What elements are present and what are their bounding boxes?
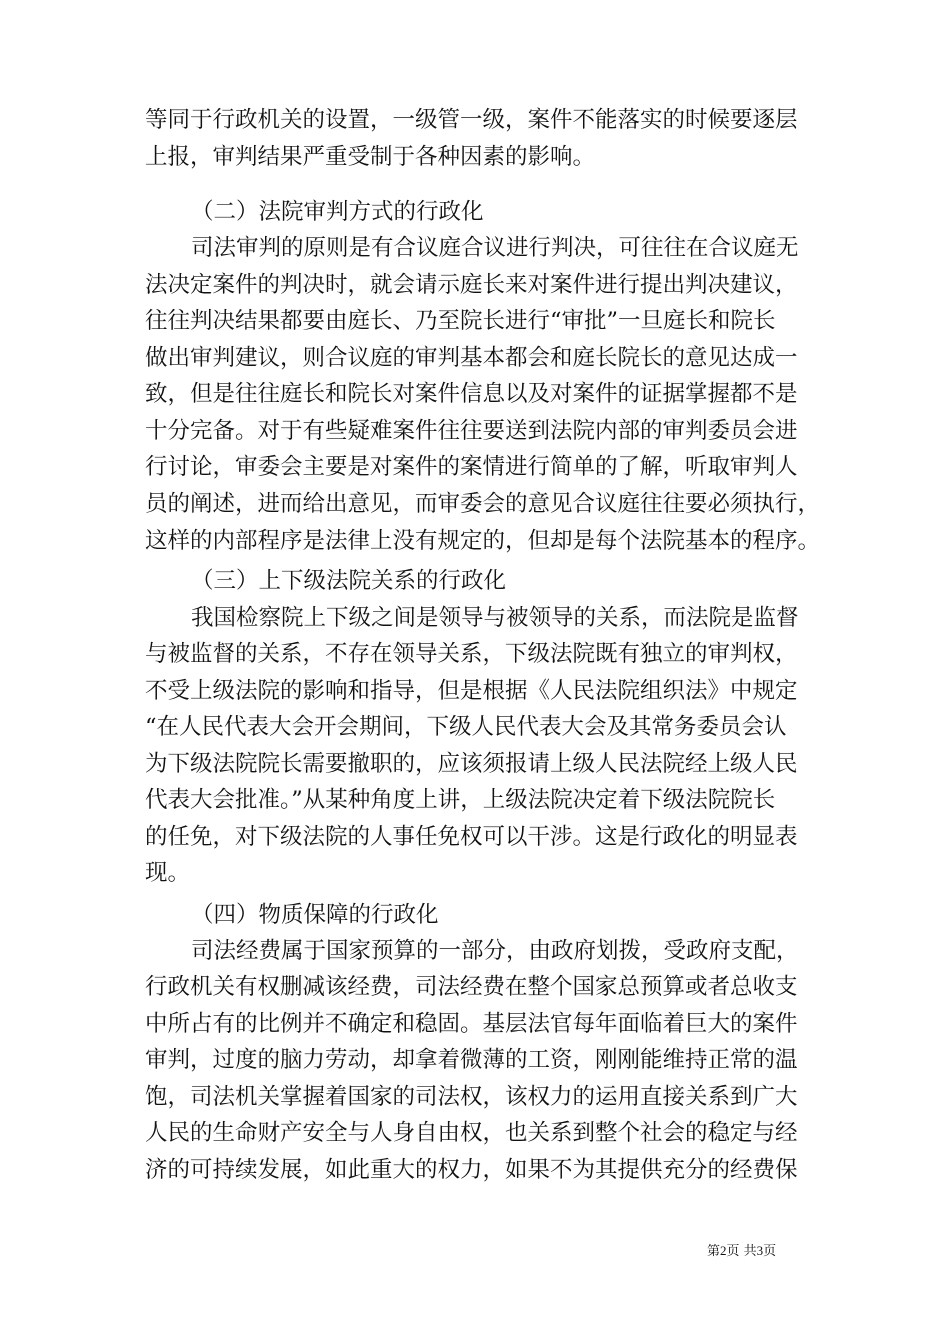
- text-line: 员的阐述，进而给出意见，而审委会的意见合议庭往往要必须执行，: [145, 491, 821, 517]
- text-line: 这样的内部程序是法律上没有规定的，但却是每个法院基本的程序。: [145, 528, 821, 554]
- text-line: 的任免，对下级法院的人事任免权可以干涉。这是行政化的明显表: [145, 824, 798, 850]
- text-line: 人民的生命财产安全与人身自由权，也关系到整个社会的稳定与经: [145, 1120, 798, 1146]
- text-line: 往往判决结果都要由庭长、乃至院长进行“审批”一旦庭长和院长: [145, 308, 776, 334]
- section-heading: （三）上下级法院关系的行政化: [191, 568, 507, 594]
- text-line: 为下级法院院长需要撤职的，应该须报请上级人民法院经上级人民: [145, 751, 798, 777]
- footer-suffix: 页: [763, 1244, 777, 1259]
- text-line: 现。: [145, 860, 191, 886]
- section-heading: （四）物质保障的行政化: [191, 902, 439, 928]
- text-line: 行讨论，审委会主要是对案件的案情进行简单的了解，听取审判人: [145, 454, 798, 480]
- text-line: 十分完备。对于有些疑难案件往往要送到法院内部的审判委员会进: [145, 418, 798, 444]
- text-line: 济的可持续发展，如此重大的权力，如果不为其提供充分的经费保: [145, 1157, 798, 1183]
- page-footer: [707, 1242, 776, 1261]
- text-line: 与被监督的关系，不存在领导关系，下级法院既有独立的审判权，: [145, 641, 798, 667]
- total-page-number: 3: [756, 1243, 764, 1258]
- text-line: 司法经费属于国家预算的一部分，由政府划拨，受政府支配，: [191, 938, 799, 964]
- text-line: 不受上级法院的影响和指导，但是根据《人民法院组织法》中规定: [145, 678, 798, 704]
- text-line: 代表大会批准。”从某种角度上讲，上级法院决定着下级法院院长: [145, 787, 776, 813]
- text-line: 上报，审判结果严重受制于各种因素的影响。: [145, 144, 596, 170]
- text-line: 司法审判的原则是有合议庭合议进行判决，可往往在合议庭无: [191, 235, 799, 261]
- text-line: 中所占有的比例并不确定和稳固。基层法官每年面临着巨大的案件: [145, 1011, 798, 1037]
- text-line: “在人民代表大会开会期间，下级人民代表大会及其常务委员会认: [145, 714, 787, 740]
- footer-middle: 页 共: [726, 1244, 757, 1259]
- footer-prefix: 第: [707, 1244, 721, 1259]
- text-line: 做出审判建议，则合议庭的审判基本都会和庭长院长的意见达成一: [145, 345, 798, 371]
- current-page-number: 2: [720, 1243, 727, 1258]
- text-line: 致，但是往往庭长和院长对案件信息以及对案件的证据掌握都不是: [145, 381, 798, 407]
- text-line: 等同于行政机关的设置，一级管一级，案件不能落实的时候要逐层: [145, 107, 798, 133]
- section-heading: （二）法院审判方式的行政化: [191, 199, 484, 225]
- text-line: 我国检察院上下级之间是领导与被领导的关系，而法院是监督: [191, 605, 799, 631]
- text-line: 审判，过度的脑力劳动，却拿着微薄的工资，刚刚能维持正常的温: [145, 1047, 798, 1073]
- text-line: 行政机关有权删减该经费，司法经费在整个国家总预算或者总收支: [145, 974, 798, 1000]
- text-line: 饱，司法机关掌握着国家的司法权，该权力的运用直接关系到广大: [145, 1084, 798, 1110]
- text-line: 法决定案件的判决时，就会请示庭长来对案件进行提出判决建议，: [145, 272, 798, 298]
